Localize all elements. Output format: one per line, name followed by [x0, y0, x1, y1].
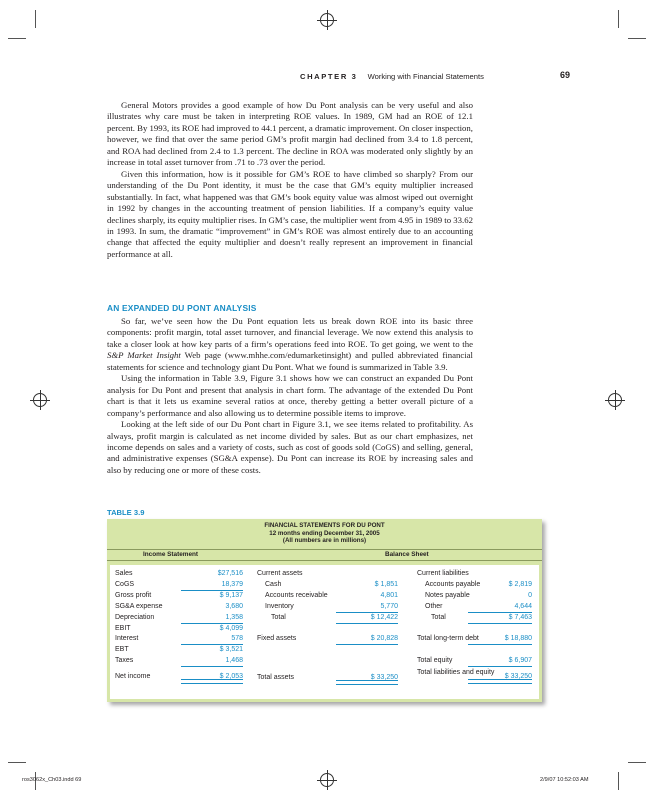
income-row-label: CoGS: [115, 580, 135, 588]
liability-row-label: Current liabilities: [417, 570, 469, 577]
liability-row-value: $ 18,880: [482, 635, 532, 643]
paragraph: Looking at the left side of our Du Pont chart in Figure 3.1, we see items related to profitability. As always, profit margin is calculated as net income divided by sales. But as our chart emphasizes, net income depends on sales and a variety of costs, such as cost of goods sold (CoGS) and selling, general, and administrative expenses (SG&A expense). Du Pont can increase its ROE by increasing sales and also by reducing one or more of these costs.: [107, 419, 473, 475]
asset-row-value: $ 33,250: [350, 674, 398, 682]
registration-mark-icon: [320, 773, 334, 787]
liability-row-value: 0: [528, 591, 532, 599]
income-row-label: SG&A expense: [115, 602, 163, 610]
income-statement-header: Income Statement: [143, 551, 199, 558]
income-row-value: $ 4,099: [219, 624, 243, 632]
income-row-value: $27,516: [217, 570, 243, 577]
running-head: [300, 72, 484, 81]
liability-row-value: $ 2,819: [508, 580, 532, 588]
asset-row-label: Inventory: [265, 602, 294, 610]
income-row-label: Interest: [115, 635, 139, 643]
footer-file: ros3062x_Ch03.indd 69: [22, 777, 82, 783]
liability-row-label: Total long-term debt: [417, 635, 479, 643]
income-row-label: Net income: [115, 673, 151, 681]
crop-mark: [35, 10, 36, 28]
crop-mark: [628, 762, 646, 763]
intro-text: [107, 100, 473, 260]
liability-row-label: Total: [431, 613, 446, 621]
table-header-row: [107, 549, 542, 561]
liability-row-value: $ 6,907: [482, 657, 532, 665]
asset-row-value: 4,801: [380, 591, 398, 599]
paragraph: So far, we’ve seen how the Du Pont equation lets us break down ROE into its basic three components: profit margin, total asset turnover, and financial leverage. We now extend this analysis to take a closer look at how key parts of a firm’s operations feed into ROE. To get going, we went to the S&P Market Insight Web page (www.mhhe.com/edumarketinsight) and pulled abbreviated financial statements for science and technology giant Du Pont. What we found is summarized in Table 3.9.: [107, 316, 473, 372]
income-row-value: 3,680: [225, 602, 243, 610]
crop-mark: [628, 38, 646, 39]
income-row-label: Gross profit: [115, 591, 152, 599]
page-number: 69: [560, 70, 571, 80]
liability-row-value: $ 33,250: [482, 673, 532, 681]
asset-row-value: $ 12,422: [350, 614, 398, 622]
footer-timestamp: 2/9/07 10:52:03 AM: [540, 777, 589, 783]
crop-mark: [618, 10, 619, 28]
balance-sheet-header: Balance Sheet: [385, 551, 429, 558]
income-row-label: EBIT: [115, 624, 131, 632]
table-label: TABLE 3.9: [107, 508, 145, 517]
liability-row-value: $ 7,463: [482, 614, 532, 622]
liability-row-label: Other: [425, 602, 443, 610]
income-row-value: 18,379: [195, 581, 243, 589]
asset-row-label: Total: [271, 613, 286, 621]
liability-row-label: Total equity: [417, 657, 453, 665]
liability-row-value: 4,644: [482, 603, 532, 611]
crop-mark: [8, 38, 26, 39]
registration-mark-icon: [33, 393, 47, 407]
liability-row-label: Total liabilities and equity: [417, 669, 495, 677]
asset-row-value: $ 20,828: [350, 635, 398, 643]
liability-row-label: Accounts payable: [425, 580, 481, 588]
asset-row-label: Total assets: [257, 674, 294, 681]
income-row-label: Depreciation: [115, 613, 155, 621]
liability-row-label: Notes payable: [425, 591, 470, 599]
crop-mark: [618, 772, 619, 790]
asset-row-label: Current assets: [257, 570, 303, 577]
income-row-label: EBT: [115, 646, 129, 654]
income-row-value: 1,468: [195, 657, 243, 665]
asset-row-label: Fixed assets: [257, 635, 297, 643]
crop-mark: [8, 762, 26, 763]
asset-row-label: Cash: [265, 580, 282, 588]
section-heading: AN EXPANDED DU PONT ANALYSIS: [107, 303, 257, 313]
income-row-value: $ 3,521: [219, 646, 243, 654]
paragraph: General Motors provides a good example of how Du Pont analysis can be very useful and also illustrates why care must be taken in interpreting ROE values. In 1989, GM had an ROE of 12.1 percent. By 1993, its ROE had improved to 44.1 percent, a dramatic improvement. On closer inspection, however, we find that over the same period GM’s profit margin had declined from 3.4 to 1.8 percent, and ROA had declined from 2.4 to 1.3 percent. The decline in ROA was moderated only slightly by an increase in total asset turnover from .71 to .73 over the period.: [107, 100, 473, 168]
income-row-value: $ 9,137: [219, 591, 243, 599]
table-body: [110, 565, 539, 699]
asset-row-value: $ 1,851: [374, 580, 398, 588]
paragraph: Given this information, how is it possible for GM’s ROE to have climbed so sharply? From our understanding of the Du Pont identity, it must be the case that GM’s equity multiplier increased substantially. In fact, what happened was that GM’s book equity value was almost wiped out overnight in 1992 by changes in the accounting treatment of pension liabilities. If a company’s equity value declines sharply, its equity multiplier rises. In GM’s case, the multiplier went from 4.95 in 1989 to 33.62 in 1993. In sum, the dramatic “improvement” in GM’s ROE was almost entirely due to an accounting change that affected the equity multiplier and doesn’t really represent an improvement in financial performance at all.: [107, 168, 473, 259]
chapter-label: CHAPTER 3: [300, 72, 358, 81]
registration-mark-icon: [320, 13, 334, 27]
income-row-value: 1,358: [195, 614, 243, 622]
section-text: [107, 316, 473, 476]
income-row-value: 578: [195, 635, 243, 643]
financial-statements-table: [107, 519, 542, 702]
registration-mark-icon: [608, 393, 622, 407]
asset-row-label: Accounts receivable: [265, 591, 328, 599]
income-row-value: $ 2,053: [195, 673, 243, 681]
paragraph: Using the information in Table 3.9, Figure 3.1 shows how we can construct an expanded Du Pont analysis for Du Pont and present that analysis in chart form. The advantage of the extended Du Pont chart is that it lets us examine several ratios at once, thereby getting a better overall picture of a company’s performance and also allowing us to determine possible items to improve.: [107, 373, 473, 418]
asset-row-value: 5,770: [350, 603, 398, 611]
chapter-title: Working with Financial Statements: [367, 72, 484, 81]
table-title: FINANCIAL STATEMENTS FOR DU PONT 12 months ending December 31, 2005 (All numbers are in millions): [264, 522, 385, 545]
income-row-label: Sales: [115, 570, 133, 577]
income-row-label: Taxes: [115, 657, 134, 665]
